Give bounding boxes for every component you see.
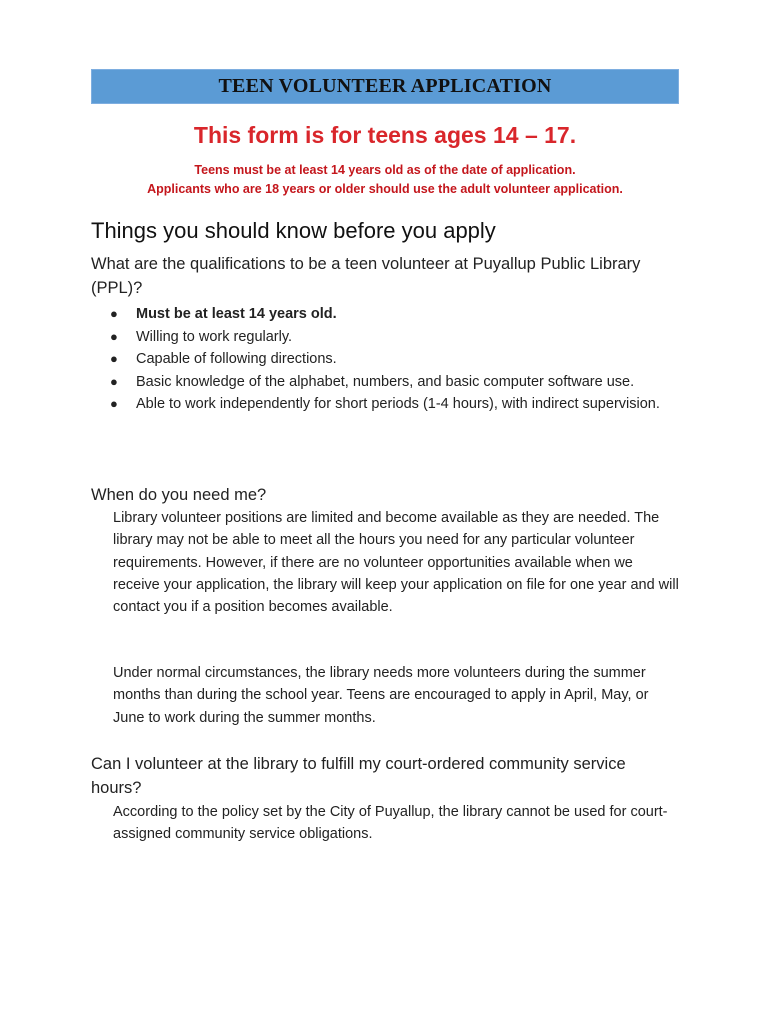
bullet-icon: ● [110, 328, 118, 344]
age-notice-line-2: Applicants who are 18 years or older should use the adult volunteer application. [147, 182, 623, 196]
list-item-text: Capable of following directions. [136, 351, 337, 367]
bullet-icon: ● [110, 351, 118, 366]
when-paragraph-2: Under normal circumstances, the library needs more volunteers during the summer months than during the school year. Teens are encouraged to apply in April, May, or June to work during the summer months. [113, 665, 649, 726]
list-item [106, 393, 666, 416]
list-item-text: Able to work independently for short periods (1-4 hours), with indirect supervision. [136, 396, 660, 412]
list-item [106, 348, 666, 371]
bullet-icon: ● [110, 396, 118, 411]
list-item-text: Willing to work regularly. [136, 328, 293, 345]
list-item [106, 371, 666, 394]
list-item [106, 326, 666, 349]
list-item-text: Basic knowledge of the alphabet, numbers, and basic computer software use. [136, 373, 635, 390]
age-notice-line-1: Teens must be at least 14 years old as of the date of application. [194, 163, 576, 177]
list-item [106, 303, 666, 326]
title-banner [91, 69, 679, 104]
court-question: Can I volunteer at the library to fulfill my court-ordered community service hours? [91, 755, 626, 797]
bullet-icon: ● [110, 306, 118, 321]
when-paragraph-1: Library volunteer positions are limited and become available as they are needed. The library may not be able to meet all the hours you need for any particular volunteer requirements. However, if there are no volunteer opportunities available when we receive your application, the library will keep your application on file for one year and will contact you if a position becomes available. [113, 510, 679, 616]
age-notice-heading: This form is for teens ages 14 – 17. [193, 122, 577, 148]
bullet-icon: ● [110, 373, 118, 389]
document-title: TEEN VOLUNTEER APPLICATION [218, 75, 552, 97]
list-item-text: Must be at least 14 years old. [136, 306, 337, 322]
qualifications-list [106, 303, 666, 416]
qualifications-question: What are the qualifications to be a teen volunteer at Puyallup Public Library (PPL)? [91, 255, 641, 297]
court-answer: According to the policy set by the City of Puyallup, the library cannot be used for court-assigned community service obligations. [113, 804, 668, 843]
section-title: Things you should know before you apply [91, 218, 496, 243]
when-question: When do you need me? [91, 486, 267, 504]
